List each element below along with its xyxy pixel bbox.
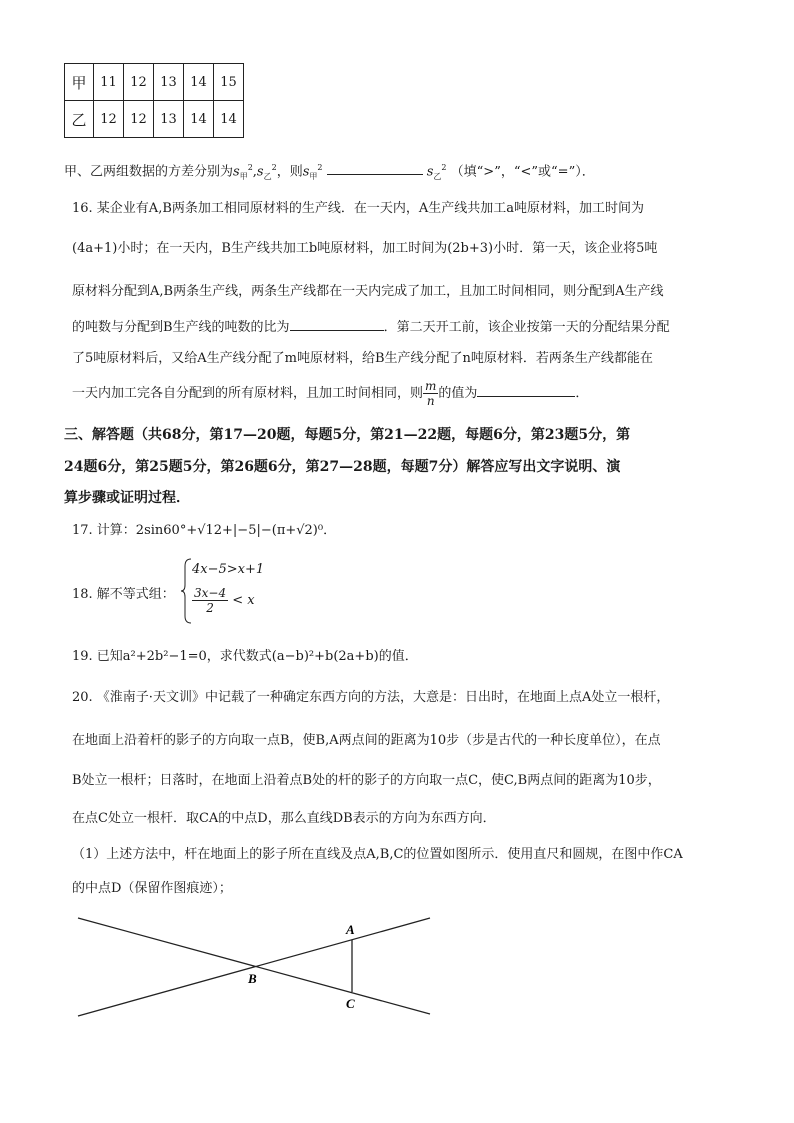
q19-text: 19. 已知a²+2b²−1=0，求代数式(a−b)²+b(2a+b)的值． (72, 649, 418, 664)
row-label: 乙 (65, 101, 94, 138)
q16-line4-b: ．第二天开工前，该企业按第一天的分配结果分配 (383, 320, 670, 335)
sq: 2 (247, 163, 253, 172)
s-jia: s (233, 164, 240, 180)
section3-line3: 算步骤或证明过程． (64, 490, 190, 506)
q20-line4: 在点C处立一根杆．取CA的中点D，那么直线DB表示的方向为东西方向． (72, 811, 496, 826)
sub-yi: 乙 (433, 171, 442, 181)
q20-line5: （1）上述方法中，杆在地面上的影子所在直线及点A,B,C的位置如图所示．使用直尺和圆规，在图中作CA (72, 847, 683, 862)
table-cell: 14 (214, 101, 244, 138)
s-jia: s (302, 164, 310, 180)
q16-line6-a: 一天内加工完各自分配到的所有原材料，且加工时间相同，则 (72, 386, 424, 401)
section3-line2: 24题6分，第25题5分，第26题6分，第27—28题，每题7分）解答应写出文字说明、演 (64, 459, 621, 475)
q16-line6-b: 的值为 (438, 386, 478, 401)
sq: 2 (441, 163, 447, 172)
sq: 2 (271, 163, 277, 172)
q17-text: 17. 计算：2sin60°+√12+|−5|−(π+√2)⁰． (72, 523, 337, 538)
q16-line1: 16. 某企业有A,B两条加工相同原材料的生产线．在一天内，A生产线共加工a吨原材料，加工时间为 (72, 201, 645, 216)
point-label-b: B (248, 971, 257, 986)
q20-line2: 在地面上沿着杆的影子的方向取一点B，使B,A两点间的距离为10步（步是古代的一种长度单位），在点 (72, 733, 661, 748)
table-cell: 12 (124, 101, 154, 138)
table-cell: 12 (124, 64, 154, 101)
q18-ineq2-rel: < x (232, 593, 255, 608)
q20-line3: B处立一根杆；日落时，在地面上沿着点B处的杆的影子的方向取一点C，使C,B两点间的距离为10步， (72, 773, 661, 788)
q16-line6-c: ． (575, 386, 589, 401)
q16-line2: (4a+1)小时；在一天内，B生产线共加工b吨原材料，加工时间为(2b+3)小时．第一天，该企业将5吨 (72, 241, 658, 256)
comma: , (252, 164, 257, 180)
q16-line3: 原材料分配到A,B两条生产线，两条生产线都在一天内完成了加工，且加工时间相同，则分配到A生产线 (72, 284, 664, 299)
sub-jia: 甲 (239, 171, 248, 181)
table-cell: 11 (94, 64, 124, 101)
sub-jia: 甲 (309, 171, 318, 181)
frac-num: m (425, 379, 437, 393)
q20-line6: 的中点D（保留作图痕迹）； (72, 881, 232, 896)
frac-num: 3x−4 (194, 586, 227, 600)
table-cell: 13 (154, 101, 184, 138)
q16-line4-a: 的吨数与分配到B生产线的吨数的比为 (72, 320, 290, 335)
section3-line1: 三、解答题（共68分，第17—20题，每题5分，第21—22题，每题6分，第23题5分，第 (64, 427, 631, 443)
table-cell: 14 (184, 101, 214, 138)
table-cell: 15 (214, 64, 244, 101)
fill-hint: （填“>”，“<”或“=”）． (450, 164, 595, 180)
q18-ineq1: 4x−5>x+1 (192, 562, 265, 577)
q16-line5: 了5吨原材料后，又给A生产线分配了m吨原材料，给B生产线分配了n吨原材料．若两条生产线都能在 (72, 351, 653, 366)
q18-label: 18. 解不等式组： (72, 587, 175, 602)
q15-prefix: 甲、乙两组数据的方差分别为 (64, 164, 234, 180)
table-cell: 13 (154, 64, 184, 101)
sq: 2 (317, 163, 323, 172)
table-cell: 14 (184, 64, 214, 101)
frac-den: 2 (206, 601, 214, 615)
point-label-a: A (346, 922, 355, 937)
then: ，则 (276, 164, 303, 180)
q20-line1: 20. 《淮南子·天文训》中记载了一种确定东西方向的方法，大意是：日出时，在地面上点A处立一根杆， (72, 690, 670, 705)
point-label-c: C (346, 996, 355, 1011)
sub-yi: 乙 (263, 171, 272, 181)
frac-den: n (426, 394, 435, 408)
row-label: 甲 (65, 64, 94, 101)
s-yi: s (426, 164, 434, 180)
s-yi: s (256, 164, 264, 180)
table-cell: 12 (94, 101, 124, 138)
